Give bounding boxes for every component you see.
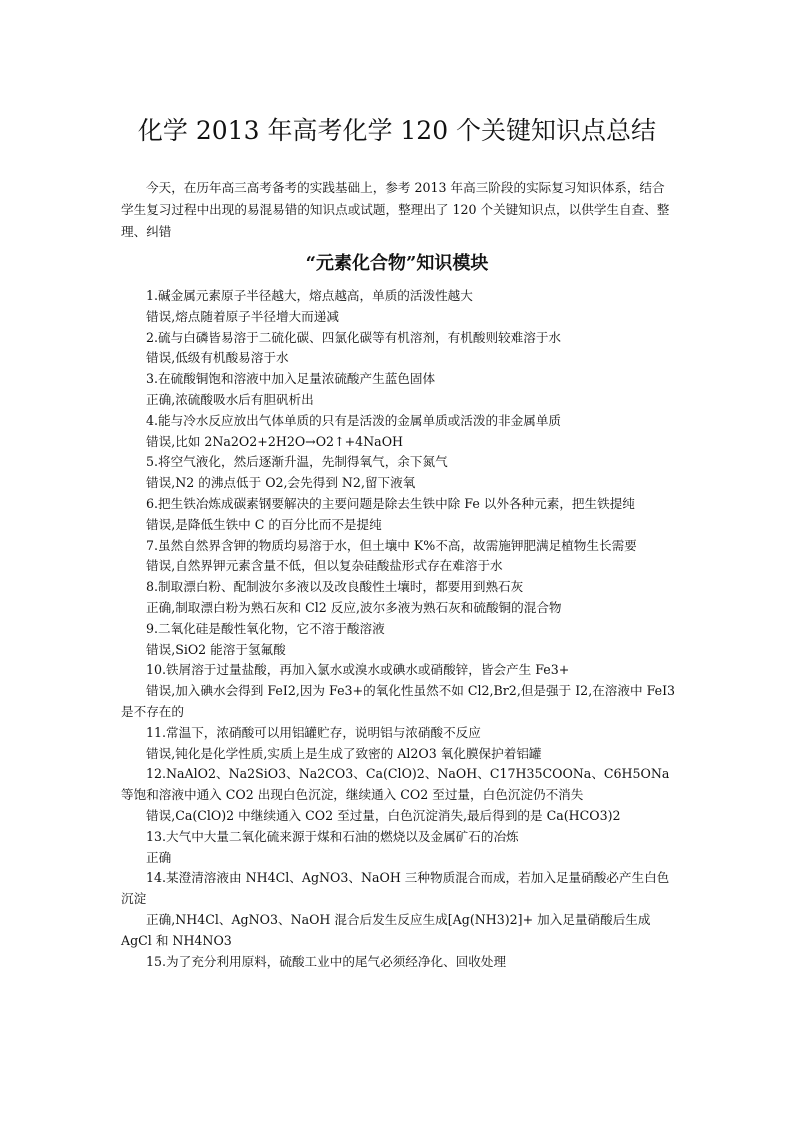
list-item: 6.把生铁冶炼成碳素钢要解决的主要问题是除去生铁中除 Fe 以外各种元素，把生铁提纯 xyxy=(146,495,635,511)
intro-paragraph: 今天，在历年高三高考备考的实践基础上，参考 2013 年高三阶段的实际复习知识体系，结合学生复习过程中出现的易混易错的知识点或试题，整理出了 120 个关键知识点，以供学生自查、整理、纠错 xyxy=(121,180,670,239)
list-item: 7.虽然自然界含钾的物质均易溶于水，但土壤中 K%不高，故需施钾肥满足植物生长需要 xyxy=(146,537,637,553)
list-item: 2.硫与白磷皆易溶于二硫化碳、四氯化碳等有机溶剂，有机酸则较难溶于水 xyxy=(146,329,562,345)
list-item: 12.NaAlO2、Na2SiO3、Na2CO3、Ca(ClO)2、NaOH、C17H35COONa、C6H5ONa 等饱和溶液中通入 CO2 出现白色沉淀，继续通入 CO2 至过量，白色沉淀仍不消失 xyxy=(121,766,670,803)
list-item: 4.能与冷水反应放出气体单质的只有是活泼的金属单质或活泼的非金属单质 xyxy=(146,412,562,428)
list-item: 正确 xyxy=(146,849,172,865)
knowledge-list xyxy=(121,286,677,972)
list-item: 9.二氧化硅是酸性氧化物，它不溶于酸溶液 xyxy=(146,620,385,636)
section-title: “元素化合物”知识模块 xyxy=(305,253,489,274)
list-item: 15.为了充分利用原料，硫酸工业中的尾气必须经净化、回收处理 xyxy=(146,953,507,969)
list-item: 错误,熔点随着原子半径增大而递减 xyxy=(146,308,339,324)
list-item: 错误,钝化是化学性质,实质上是生成了致密的 Al2O3 氧化膜保护着铝罐 xyxy=(146,745,542,761)
list-item: 错误,N2 的沸点低于 O2,会先得到 N2,留下液氧 xyxy=(146,475,416,491)
list-item: 错误,Ca(ClO)2 中继续通入 CO2 至过量，白色沉淀消失,最后得到的是 Ca(HCO3)2 xyxy=(146,807,621,823)
list-item: 5.将空气液化，然后逐渐升温，先制得氧气，余下氮气 xyxy=(146,454,448,470)
list-item: 错误,自然界钾元素含量不低，但以复杂硅酸盐形式存在难溶于水 xyxy=(146,558,503,574)
list-item: 错误,低级有机酸易溶于水 xyxy=(146,350,289,366)
list-item: 13.大气中大量二氧化硫来源于煤和石油的燃烧以及金属矿石的冶炼 xyxy=(146,828,519,844)
page-title: 化学 2013 年高考化学 120 个关键知识点总结 xyxy=(137,116,657,145)
list-item: 3.在硫酸铜饱和溶液中加入足量浓硫酸产生蓝色固体 xyxy=(146,371,436,387)
list-item: 正确,制取漂白粉为熟石灰和 Cl2 反应,波尔多液为熟石灰和硫酸铜的混合物 xyxy=(146,599,562,615)
list-item: 错误,加入碘水会得到 FeI2,因为 Fe3+的氧化性虽然不如 Cl2,Br2,但是强于 I2,在溶液中 FeI3 是不存在的 xyxy=(121,683,676,719)
list-item: 错误,比如 2Na2O2+2H2O→O2↑+4NaOH xyxy=(146,433,403,449)
list-item: 错误,SiO2 能溶于氢氟酸 xyxy=(146,641,286,657)
list-item: 正确,NH4Cl、AgNO3、NaOH 混合后发生反应生成[Ag(NH3)2]+ 加入足量硝酸后生成 AgCl 和 NH4NO3 xyxy=(121,911,651,948)
list-item: 11.常温下，浓硝酸可以用铝罐贮存，说明铝与浓硝酸不反应 xyxy=(146,724,481,740)
list-item: 错误,是降低生铁中 C 的百分比而不是提纯 xyxy=(146,516,382,532)
list-item: 14.某澄清溶液由 NH4Cl、AgNO3、NaOH 三种物质混合而成，若加入足量硝酸必产生白色沉淀 xyxy=(121,870,670,907)
list-item: 8.制取漂白粉、配制波尔多液以及改良酸性土壤时，都要用到熟石灰 xyxy=(146,579,524,595)
list-item: 1.碱金属元素原子半径越大，熔点越高，单质的活泼性越大 xyxy=(146,288,473,303)
list-item: 正确,浓硫酸吸水后有胆矾析出 xyxy=(146,391,314,407)
list-item: 10.铁屑溶于过量盐酸，再加入氯水或溴水或碘水或硝酸锌，皆会产生 Fe3+ xyxy=(146,662,570,678)
